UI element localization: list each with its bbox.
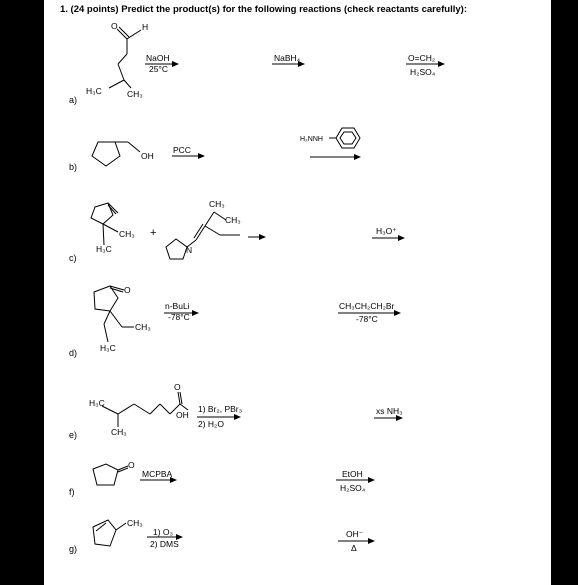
reagent-b2: H₂NNH [300,136,323,143]
atom-h3c: H₃C [86,86,102,96]
molecule-c-ketone [91,203,118,245]
reagent-a1-top: NaOH [146,53,170,63]
reagent-g1-top: 1) O₃ [153,527,173,537]
part-label-f: f) [69,487,75,497]
reagent-b1: PCC [173,145,191,155]
plus-sign: + [150,227,157,239]
reagent-f2-bottom: H₂SO₄ [340,483,366,493]
atom-oh: OH [176,410,189,420]
reagent-g1-bottom: 2) DMS [150,539,179,549]
question-text: 1. (24 points) Predict the product(s) for the following reactions (check reactants carefully): [60,4,467,15]
part-label-b: b) [69,162,78,172]
atom-ch3: CH₃ [209,199,225,209]
part-label-g: g) [69,544,78,554]
part-label-c: c) [69,253,77,263]
reagent-d1-bottom: -78°C [168,312,190,322]
atom-ch3: CH₃ [127,518,143,528]
atom-o: O [128,460,135,470]
atom-ch3: CH₃ [127,89,143,99]
molecule-a-aldehyde [109,27,141,88]
part-label-e: e) [69,430,78,440]
reagent-g2-bottom: Δ [351,543,357,553]
atom-n: N [186,245,193,255]
atom-ch3: CH₃ [111,427,127,437]
molecule-b-cyclopentylmethanol [92,142,140,166]
reagent-c1: H₃O⁺ [376,226,397,236]
reagent-e2: xs NH₃ [376,406,403,416]
atom-o: O [111,21,118,31]
atom-ch3: CH₃ [135,322,151,332]
reagent-a3-bottom: H₂SO₄ [410,67,436,77]
reagent-g2-top: OH⁻ [346,529,364,539]
atom-h3c: H₃C [96,244,112,254]
reagent-a1-bottom: 25°C [149,64,168,74]
reagent-e1-top: 1) Br₂, PBr₃ [198,404,243,414]
molecule-g-alkene [93,520,126,546]
reagent-e1-bottom: 2) H₂O [198,419,224,429]
reagent-d2-bottom: -78°C [356,314,378,324]
atom-h: H [142,22,149,32]
part-label-a: a) [69,95,78,105]
atom-oh: OH [141,151,154,161]
atom-o: O [124,285,131,295]
reagent-d1-top: n-BuLi [165,301,190,311]
atom-ch3: CH₃ [119,229,135,239]
molecule-b-phenylhydrazine [329,128,360,148]
molecule-f-cyclopentanone [93,464,128,485]
reagent-a3-top: O=CH₂ [408,53,436,63]
atom-o: O [174,382,181,392]
atom-h3c: H₃C [100,343,116,353]
part-label-d: d) [69,348,78,358]
reagent-a2: NaBH₄ [274,53,301,63]
reagent-f1: MCPBA [142,469,173,479]
reagent-f2-top: EtOH [342,469,363,479]
atom-h3c: H₃C [89,398,105,408]
atom-ch3: CH₃ [225,215,241,225]
reagent-d2-top: CH₃CH₂CH₂Br [339,301,395,311]
